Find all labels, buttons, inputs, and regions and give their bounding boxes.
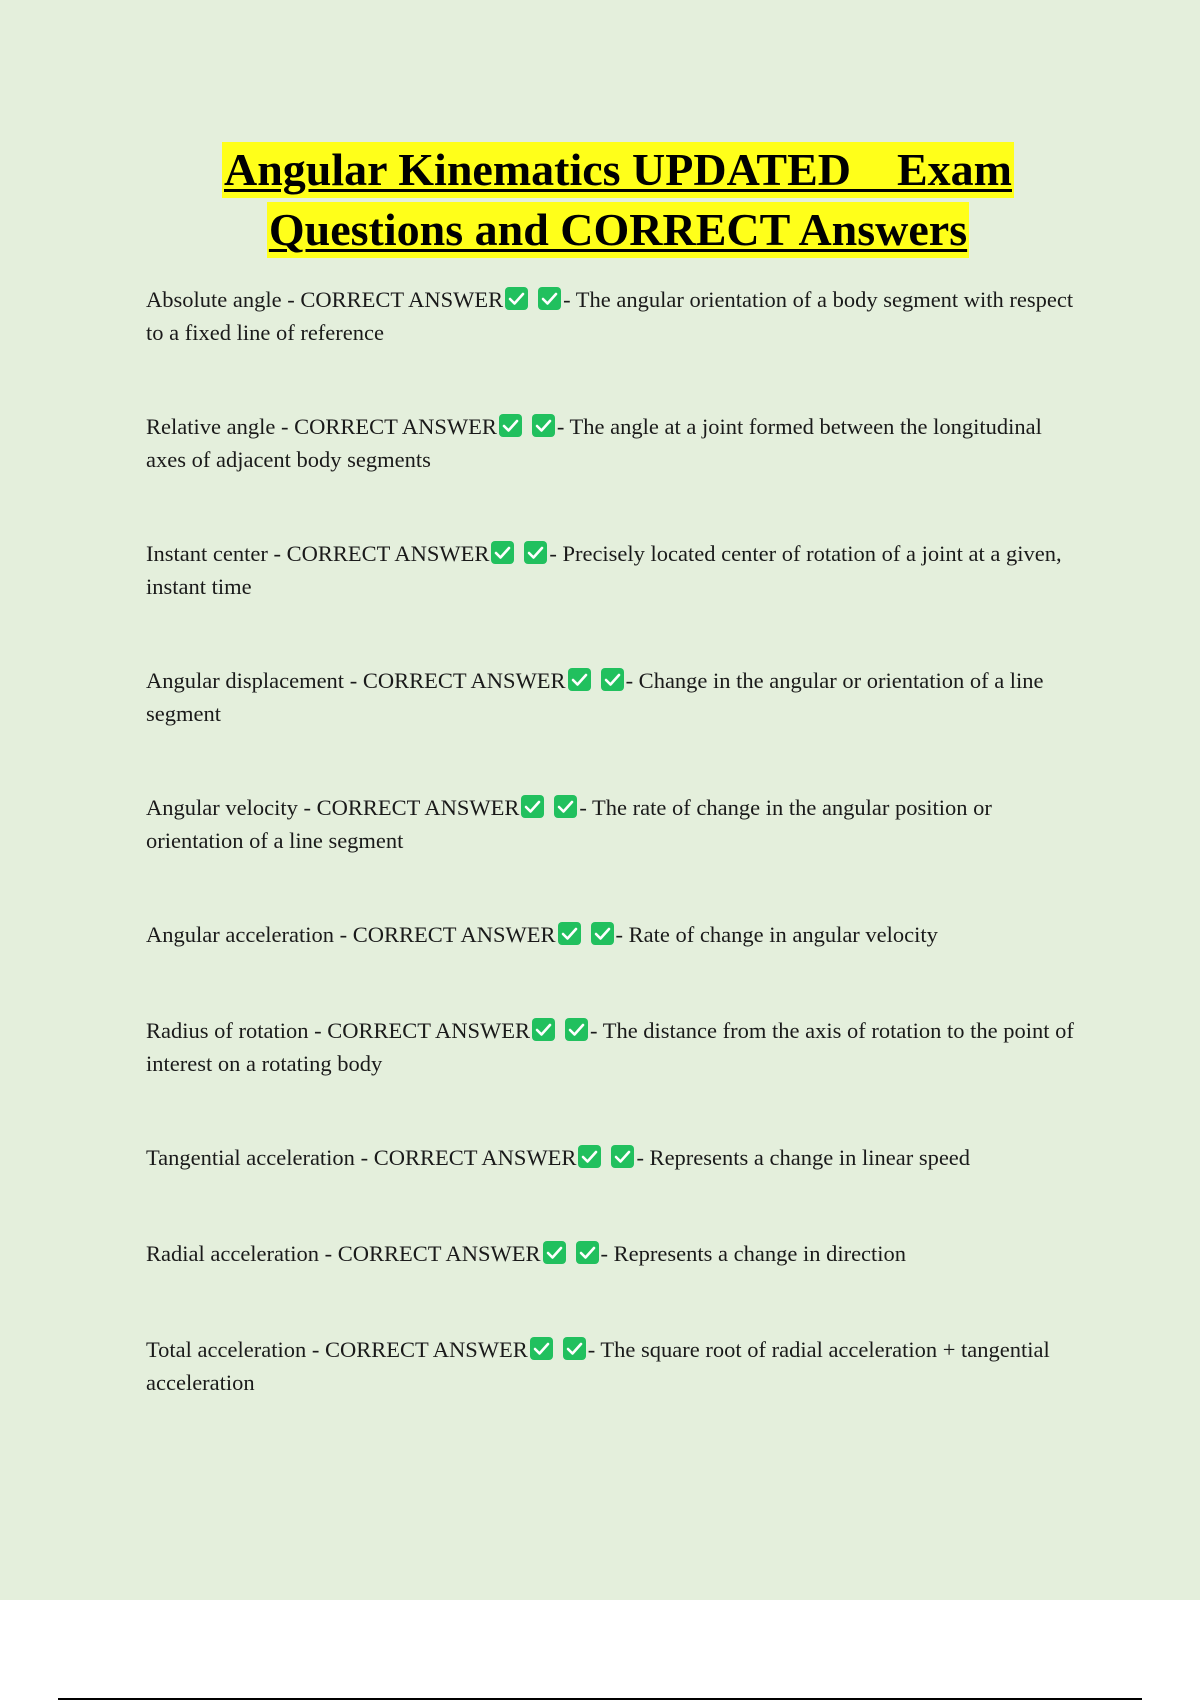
entry-term: Tangential acceleration (146, 1145, 355, 1170)
qa-entry (146, 1141, 1086, 1174)
entry-term: Radius of rotation (146, 1018, 309, 1043)
check-mark-button-icon (601, 668, 624, 691)
check-mark-button-icon (576, 1241, 599, 1264)
entry-term: Angular velocity (146, 795, 298, 820)
qa-entry (146, 1333, 1086, 1399)
entry-separator: - (275, 414, 295, 439)
entry-separator: - (297, 795, 317, 820)
check-mark-button-icon (530, 1337, 553, 1360)
answer-tag: CORRECT ANSWER (327, 1018, 530, 1043)
qa-entry (146, 664, 1086, 730)
check-mark-button-icon (524, 541, 547, 564)
check-mark-button-icon (568, 668, 591, 691)
check-mark-button-icon (538, 287, 561, 310)
entry-definition: - The rate of change in the angular position or orientation of a line segment (146, 795, 992, 853)
check-mark-button-icon (558, 922, 581, 945)
answer-tag: CORRECT ANSWER (286, 541, 490, 566)
entry-definition: - The square root of radial acceleration + tangential acceleration (146, 1337, 1050, 1395)
entry-definition: - Precisely located center of rotation of a joint at a given, instant time (146, 541, 1062, 599)
qa-entry (146, 410, 1086, 476)
answer-tag: CORRECT ANSWER (352, 922, 556, 947)
qa-entry (146, 1014, 1086, 1080)
qa-entry (146, 1237, 1086, 1270)
entry-definition: - Change in the angular or orientation of a line segment (146, 668, 1044, 726)
entry-definition: - The angular orientation of a body segment with respect to a fixed line of reference (146, 287, 1074, 345)
entry-separator: - (308, 1018, 328, 1043)
entry-term: Absolute angle (146, 287, 282, 312)
entry-definition: - The angle at a joint formed between the longitudinal axes of adjacent body segments (146, 414, 1042, 472)
check-mark-button-icon (521, 795, 544, 818)
answer-tag: CORRECT ANSWER (316, 795, 520, 820)
entry-separator: - (334, 922, 353, 947)
entry-separator: - (354, 1145, 374, 1170)
entry-separator: - (281, 287, 301, 312)
entry-term: Relative angle (146, 414, 276, 439)
entry-definition: - The distance from the axis of rotation to the point of interest on a rotating body (146, 1018, 1074, 1076)
entry-separator: - (319, 1241, 338, 1266)
check-mark-button-icon (554, 795, 577, 818)
check-mark-button-icon (532, 1018, 555, 1041)
entry-term: Total acceleration (146, 1337, 307, 1362)
answer-tag: CORRECT ANSWER (337, 1241, 541, 1266)
entry-definition: - Rate of change in angular velocity (615, 922, 938, 947)
entry-term: Instant center (146, 541, 268, 566)
entry-separator: - (344, 668, 363, 693)
qa-entry (146, 918, 1086, 951)
check-mark-button-icon (532, 414, 555, 437)
entry-term: Radial acceleration (146, 1241, 320, 1266)
answer-tag: CORRECT ANSWER (300, 287, 504, 312)
answer-tag: CORRECT ANSWER (294, 414, 497, 439)
check-mark-button-icon (491, 541, 514, 564)
title-line-1: Angular Kinematics UPDATED Exam (222, 142, 1014, 198)
entry-separator: - (306, 1337, 325, 1362)
qa-entry (146, 791, 1086, 857)
document-title (120, 142, 1116, 258)
check-mark-button-icon (505, 287, 528, 310)
title-line-2: Questions and CORRECT Answers (267, 202, 969, 258)
answer-tag: CORRECT ANSWER (362, 668, 566, 693)
entry-term: Angular displacement (146, 668, 345, 693)
check-mark-button-icon (565, 1018, 588, 1041)
entry-definition: - Represents a change in direction (600, 1241, 907, 1266)
entry-definition: - Represents a change in linear speed (636, 1145, 971, 1170)
qa-entry (146, 537, 1086, 603)
check-mark-button-icon (611, 1145, 634, 1168)
answer-tag: CORRECT ANSWER (324, 1337, 528, 1362)
qa-list (146, 283, 1086, 1460)
qa-entry (146, 283, 1086, 349)
check-mark-button-icon (578, 1145, 601, 1168)
check-mark-button-icon (591, 922, 614, 945)
entry-separator: - (267, 541, 287, 566)
check-mark-button-icon (543, 1241, 566, 1264)
check-mark-button-icon (563, 1337, 586, 1360)
check-mark-button-icon (499, 414, 522, 437)
entry-term: Angular acceleration (146, 922, 335, 947)
answer-tag: CORRECT ANSWER (373, 1145, 577, 1170)
